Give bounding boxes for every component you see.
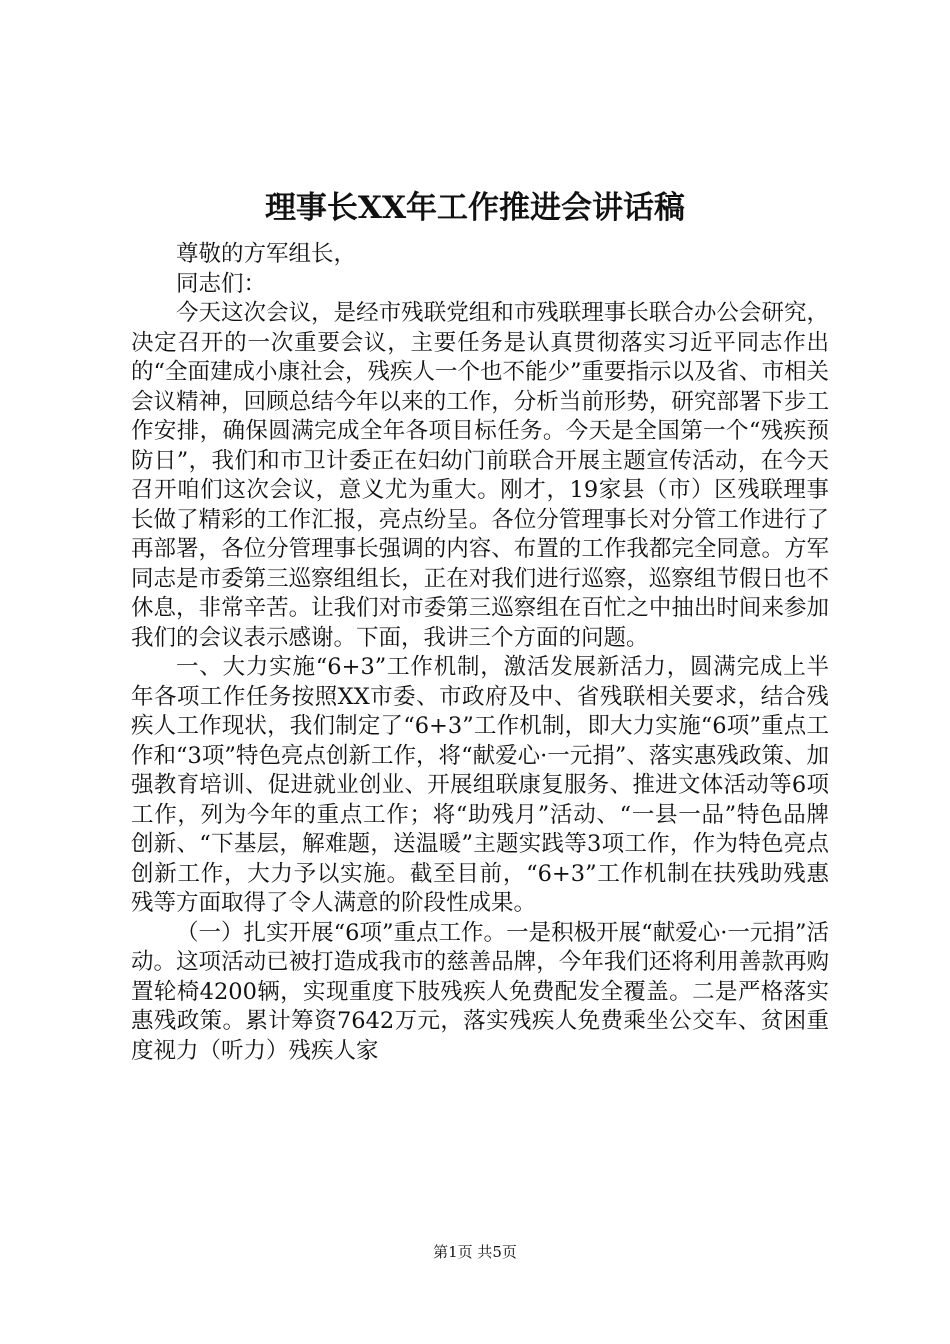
salutation-leader: 尊敬的方军组长， [176,241,357,267]
document-body [131,240,829,1066]
paragraph-opening: 今天这次会议，是经市残联党组和市残联理事长联合办公会研究，决定召开的一次重要会议，主要任务是认真贯彻落实习近平同志作出的“全面建成小康社会，残疾人一个也不能少”重要指示以及省、市相关会议精神，回顾总结今年以来的工作，分析当前形势，研究部署下步工作安排，确保圆满完成全年各项目标任务。今天是全国第一个“残疾预防日”，我们和市卫计委正在妇幼门前联合开展主题宣传活动，在今天召开咱们这次会议，意义尤为重大。刚才，19家县（市）区残联理事长做了精彩的工作汇报，亮点纷呈。各位分管理事长对分管工作进行了再部署，各位分管理事长强调的内容、布置的工作我都完全同意。方军同志是市委第三巡察组组长，正在对我们进行巡察，巡察组节假日也不休息，非常辛苦。让我们对市委第三巡察组在百忙之中抽出时间来参加我们的会议表示感谢。下面，我讲三个方面的问题。 [131,300,830,651]
page-footer: 第1页 共5页 [433,1243,517,1261]
paragraph-section-one: 一、大力实施“6+3”工作机制，激活发展新活力，圆满完成上半年各项工作任务按照XX市委、市政府及中、省残联相关要求，结合残疾人工作现状，我们制定了“6+3”工作机制，即大力实施“6项”重点工作和“3项”特色亮点创新工作，将“献爱心·一元捐”、落实惠残政策、加强教育培训、促进就业创业、开展组联康复服务、推进文体活动等6项工作，列为今年的重点工作；将“助残月”活动、“一县一品”特色品牌创新、“下基层，解难题，送温暖”主题实践等3项工作，作为特色亮点创新工作，大力予以实施。截至目前，“6+3”工作机制在扶残助残惠残等方面取得了令人满意的阶段性成果。 [131,654,829,916]
paragraph-subsection-one: （一）扎实开展“6项”重点工作。一是积极开展“献爱心·一元捐”活动。这项活动已被打造成我市的慈善品牌，今年我们还将利用善款再购置轮椅4200辆，实现重度下肢残疾人免费配发全覆盖。二是严格落实惠残政策。累计筹资7642万元，落实残疾人免费乘坐公交车、贫困重度视力（听力）残疾人家 [131,919,829,1064]
salutation-comrades: 同志们： [176,270,267,297]
document-title: 理事长XX年工作推进会讲话稿 [264,190,686,226]
